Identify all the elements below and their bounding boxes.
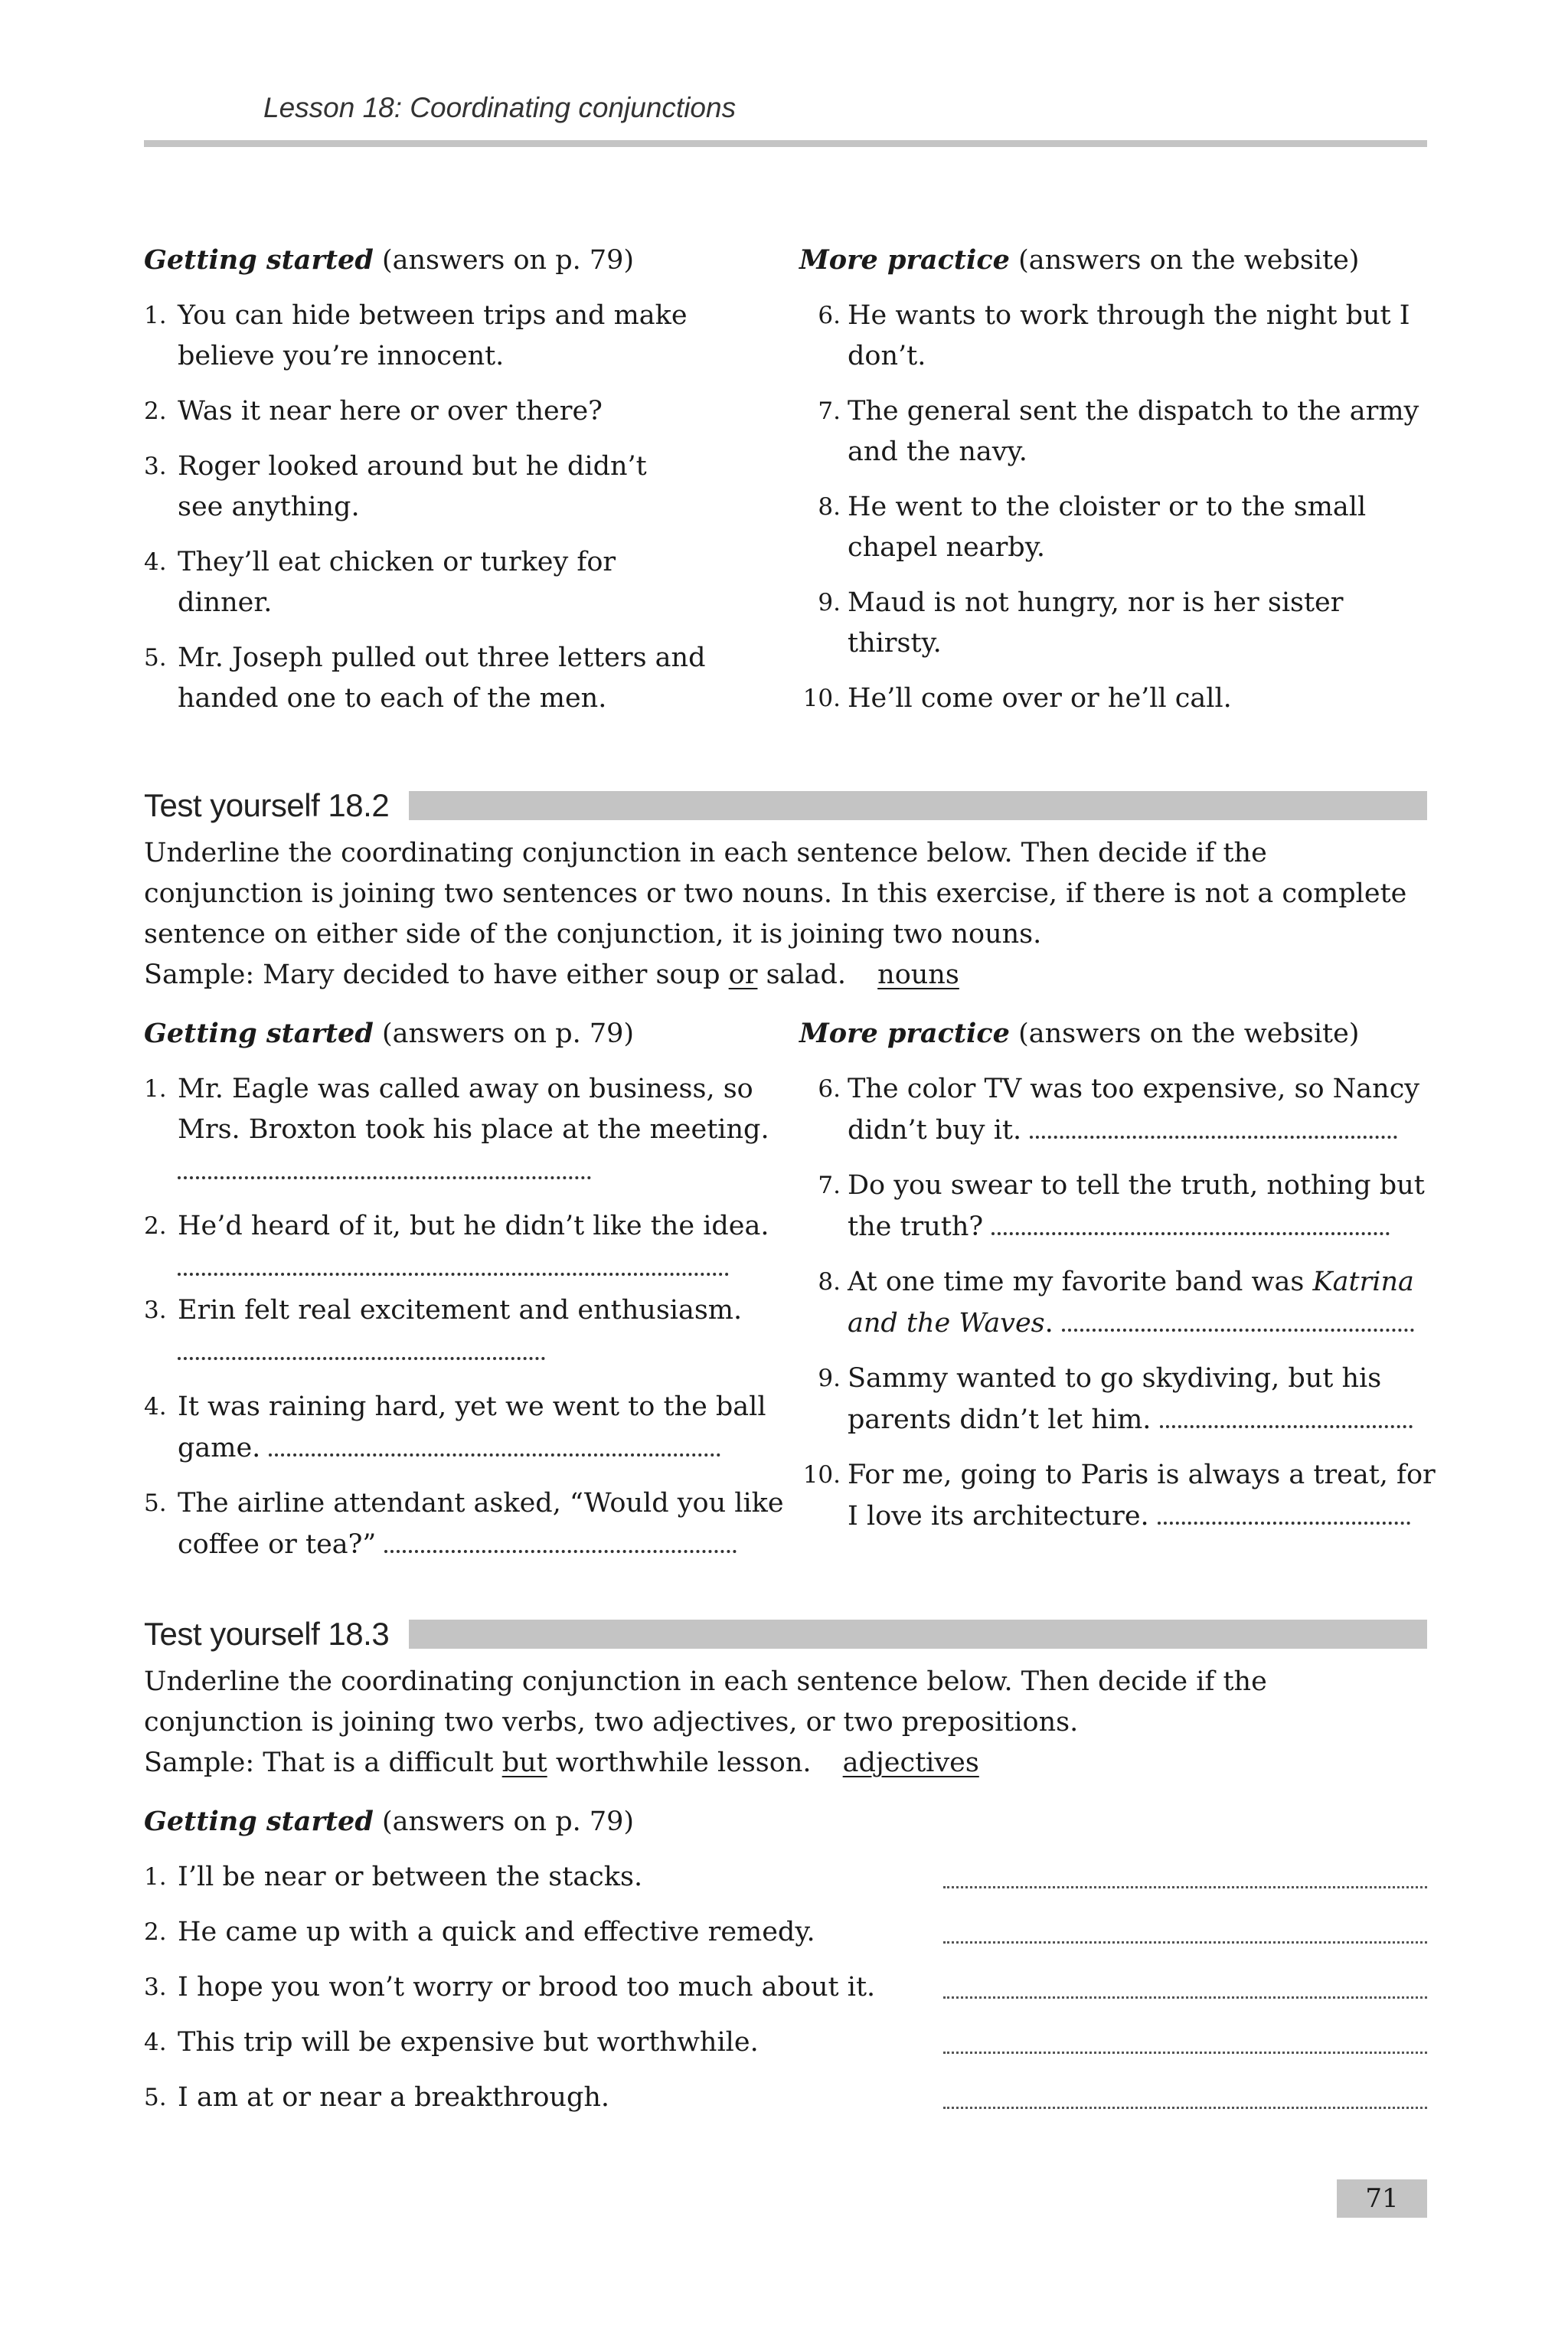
answer-blank	[384, 1524, 737, 1553]
exercise-item: 3. Erin felt real excitement and enthusiasm.	[144, 1290, 775, 1372]
column-heading: Getting started (answers on p. 79)	[144, 1018, 635, 1049]
answer-blank	[943, 2091, 1427, 2109]
exercise-item: 9. Maud is not hungry, nor is her sister thirsty.	[818, 587, 1344, 659]
answer-blank	[1062, 1303, 1414, 1332]
exercise-item: 6. He wants to work through the night but I don’t.	[818, 300, 1410, 371]
sample-line: Sample: Mary decided to have either soup or salad. nouns	[144, 960, 959, 990]
exercise-item: 9. Sammy wanted to go skydiving, but his parents didn’t let him.	[799, 1358, 1452, 1440]
column-heading: More practice (answers on the website)	[799, 244, 1360, 276]
exercise-18-1-continued	[144, 240, 1427, 734]
exercise-row: 3. I hope you won’t worry or brood too much about it.	[144, 1967, 1427, 2008]
sample-line: Sample: That is a difficult but worthwhile lesson. adjectives	[144, 1748, 979, 1778]
instructions: Underline the coordinating conjunction in each sentence below. Then decide if the conjunction is joining two sentences or two nouns. In this exercise, if there is not a complete sentence on either side of the conjunction, it is joining two nouns.	[144, 838, 1407, 950]
section-title: Test yourself 18.2	[144, 787, 390, 823]
section-heading	[144, 783, 1427, 829]
more-practice-column	[799, 240, 1427, 734]
answer-blank	[178, 1247, 729, 1276]
answer-blank	[943, 1981, 1427, 1999]
answer-blank	[178, 1150, 591, 1179]
exercise-row: 4. This trip will be expensive but worthwhile.	[144, 2022, 1427, 2063]
answer-blank	[943, 2036, 1427, 2054]
exercise-item: 1. Mr. Eagle was called away on business, so Mrs. Broxton took his place at the meeting.	[144, 1069, 775, 1192]
section-bar	[409, 791, 1427, 820]
section-heading	[144, 1611, 1427, 1657]
exercise-row: 1. I’ll be near or between the stacks.	[144, 1857, 1427, 1898]
section-bar	[409, 1620, 1427, 1649]
answer-blank	[269, 1427, 720, 1457]
exercise-item: 10. For me, going to Paris is always a treat, for I love its architecture.	[802, 1460, 1436, 1532]
answer-blank	[943, 1926, 1427, 1944]
column-heading: More practice (answers on the website)	[799, 1018, 1360, 1049]
test-yourself-18-3	[144, 1611, 1427, 2133]
exercise-item: 6. The color TV was too expensive, so Nancy didn’t buy it.	[818, 1074, 1420, 1146]
exercise-item: 10. He’ll come over or he’ll call.	[802, 683, 1232, 714]
header-rule	[144, 140, 1427, 147]
exercise-item: 7. The general sent the dispatch to the army and the navy.	[818, 396, 1419, 467]
exercise-item: 8. At one time my favorite band was Katrina and the Waves.	[818, 1267, 1414, 1339]
column-heading: Getting started (answers on p. 79)	[144, 1806, 635, 1837]
answer-blank	[1030, 1110, 1397, 1139]
section-title: Test yourself 18.3	[144, 1616, 390, 1652]
getting-started-column	[144, 240, 772, 734]
exercise-item: 7. Do you swear to tell the truth, nothing but the truth?	[818, 1170, 1425, 1242]
answer-blank	[1160, 1399, 1413, 1428]
exercise-item: 1. You can hide between trips and make believe you’re innocent.	[144, 300, 688, 371]
sample-conjunction: or	[728, 960, 758, 990]
column-heading: Getting started (answers on p. 79)	[144, 244, 635, 276]
answer-blank	[1158, 1496, 1410, 1525]
sample-answer: adjectives	[842, 1748, 979, 1778]
exercise-item: 5. Mr. Joseph pulled out three letters and handed one to each of the men.	[144, 642, 706, 714]
answer-blank	[991, 1206, 1390, 1235]
answer-blank	[943, 1871, 1427, 1888]
getting-started-column	[144, 1014, 784, 1580]
exercise-row: 2. He came up with a quick and effective remedy.	[144, 1912, 1427, 1953]
getting-started-list	[144, 1802, 1427, 2118]
exercise-item: 4. They’ll eat chicken or turkey for dinner.	[144, 547, 616, 618]
exercise-item: 2. Was it near here or over there?	[144, 396, 603, 427]
exercise-item: 5. The airline attendant asked, “Would you like coffee or tea?”	[144, 1488, 784, 1560]
sample-answer: nouns	[877, 960, 959, 990]
sample-conjunction: but	[501, 1748, 547, 1778]
exercise-item: 8. He went to the cloister or to the small chapel nearby.	[818, 492, 1367, 563]
exercise-item: 3. Roger looked around but he didn’t see anything.	[144, 451, 647, 522]
exercise-item: 2. He’d heard of it, but he didn’t like the idea.	[144, 1206, 775, 1276]
test-yourself-18-2	[144, 783, 1436, 1580]
exercise-row: 5. I am at or near a breakthrough.	[144, 2078, 1427, 2118]
exercise-item: 4. It was raining hard, yet we went to the ball game.	[144, 1391, 766, 1463]
running-header: Lesson 18: Coordinating conjunctions	[263, 92, 737, 123]
answer-blank	[178, 1331, 545, 1360]
page-number: 71	[1337, 2179, 1427, 2218]
more-practice-column	[799, 1014, 1436, 1580]
instructions: Underline the coordinating conjunction in each sentence below. Then decide if the conjunction is joining two verbs, two adjectives, or two prepositions.	[144, 1666, 1267, 1738]
